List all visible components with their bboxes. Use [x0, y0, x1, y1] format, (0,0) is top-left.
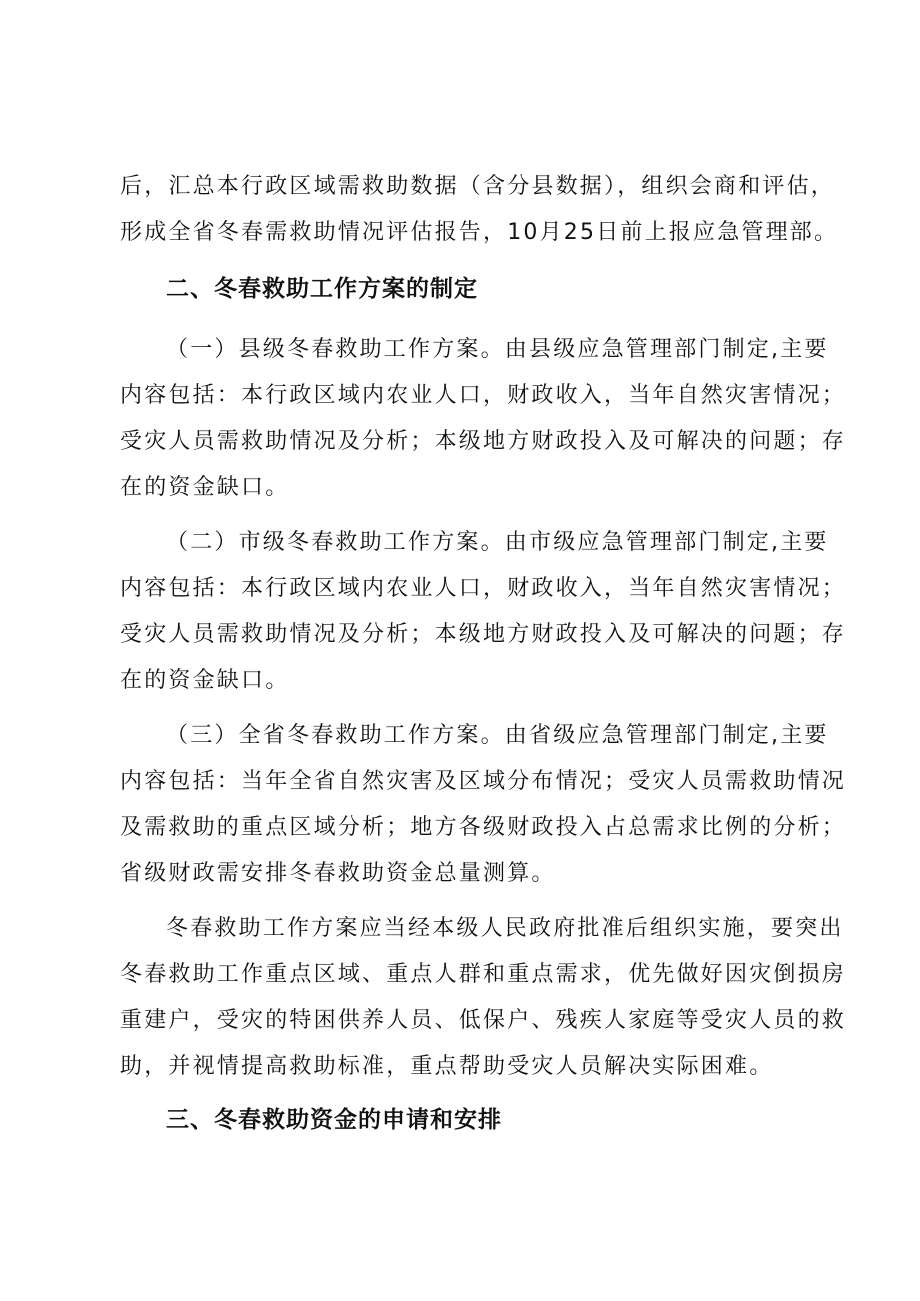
- item-1-line-3: 受灾人员需救助情况及分析；本级地方财政投入及可解决的问题；存: [120, 429, 847, 454]
- item-3-line-3: 及需救助的重点区域分析；地方各级财政投入占总需求比例的分析；: [120, 815, 847, 840]
- closing-line-4: 助，并视情提高救助标准，重点帮助受灾人员解决实际困难。: [120, 1054, 774, 1079]
- item-2-line-4: 在的资金缺口。: [120, 668, 290, 693]
- item-3-line-2: 内容包括：当年全省自然灾害及区域分布情况；受灾人员需救助情况: [120, 769, 847, 794]
- closing-line-3: 重建户，受灾的特困供养人员、低保户、残疾人家庭等受灾人员的救: [120, 1008, 847, 1033]
- item-2-line-2: 内容包括：本行政区域内农业人口，财政收入，当年自然灾害情况；: [120, 576, 847, 601]
- intro-line-1: 后，汇总本行政区域需救助数据（含分县数据），组织会商和评估，: [120, 174, 836, 199]
- item-2-line-1: （二）市级冬春救助工作方案。由市级应急管理部门制定,主要: [166, 530, 829, 555]
- intro-line-2: 形成全省冬春需救助情况评估报告，10月25日前上报应急管理部。: [120, 220, 839, 245]
- item-3-line-1: （三）全省冬春救助工作方案。由省级应急管理部门制定,主要: [166, 723, 829, 748]
- item-1-line-2: 内容包括：本行政区域内农业人口，财政收入，当年自然灾害情况；: [120, 383, 847, 408]
- section-2-heading: 二、冬春救助工作方案的制定: [166, 276, 478, 302]
- section-3-heading: 三、冬春救助资金的申请和安排: [166, 1107, 502, 1133]
- closing-line-1: 冬春救助工作方案应当经本级人民政府批准后组织实施，要突出: [166, 916, 844, 941]
- item-2-line-3: 受灾人员需救助情况及分析；本级地方财政投入及可解决的问题；存: [120, 622, 847, 647]
- item-1-line-4: 在的资金缺口。: [120, 475, 290, 500]
- item-1-line-1: （一）县级冬春救助工作方案。由县级应急管理部门制定,主要: [166, 337, 829, 362]
- item-3-line-4: 省级财政需安排冬春救助资金总量测算。: [120, 861, 556, 886]
- closing-line-2: 冬春救助工作重点区域、重点人群和重点需求，优先做好因灾倒损房: [120, 962, 847, 987]
